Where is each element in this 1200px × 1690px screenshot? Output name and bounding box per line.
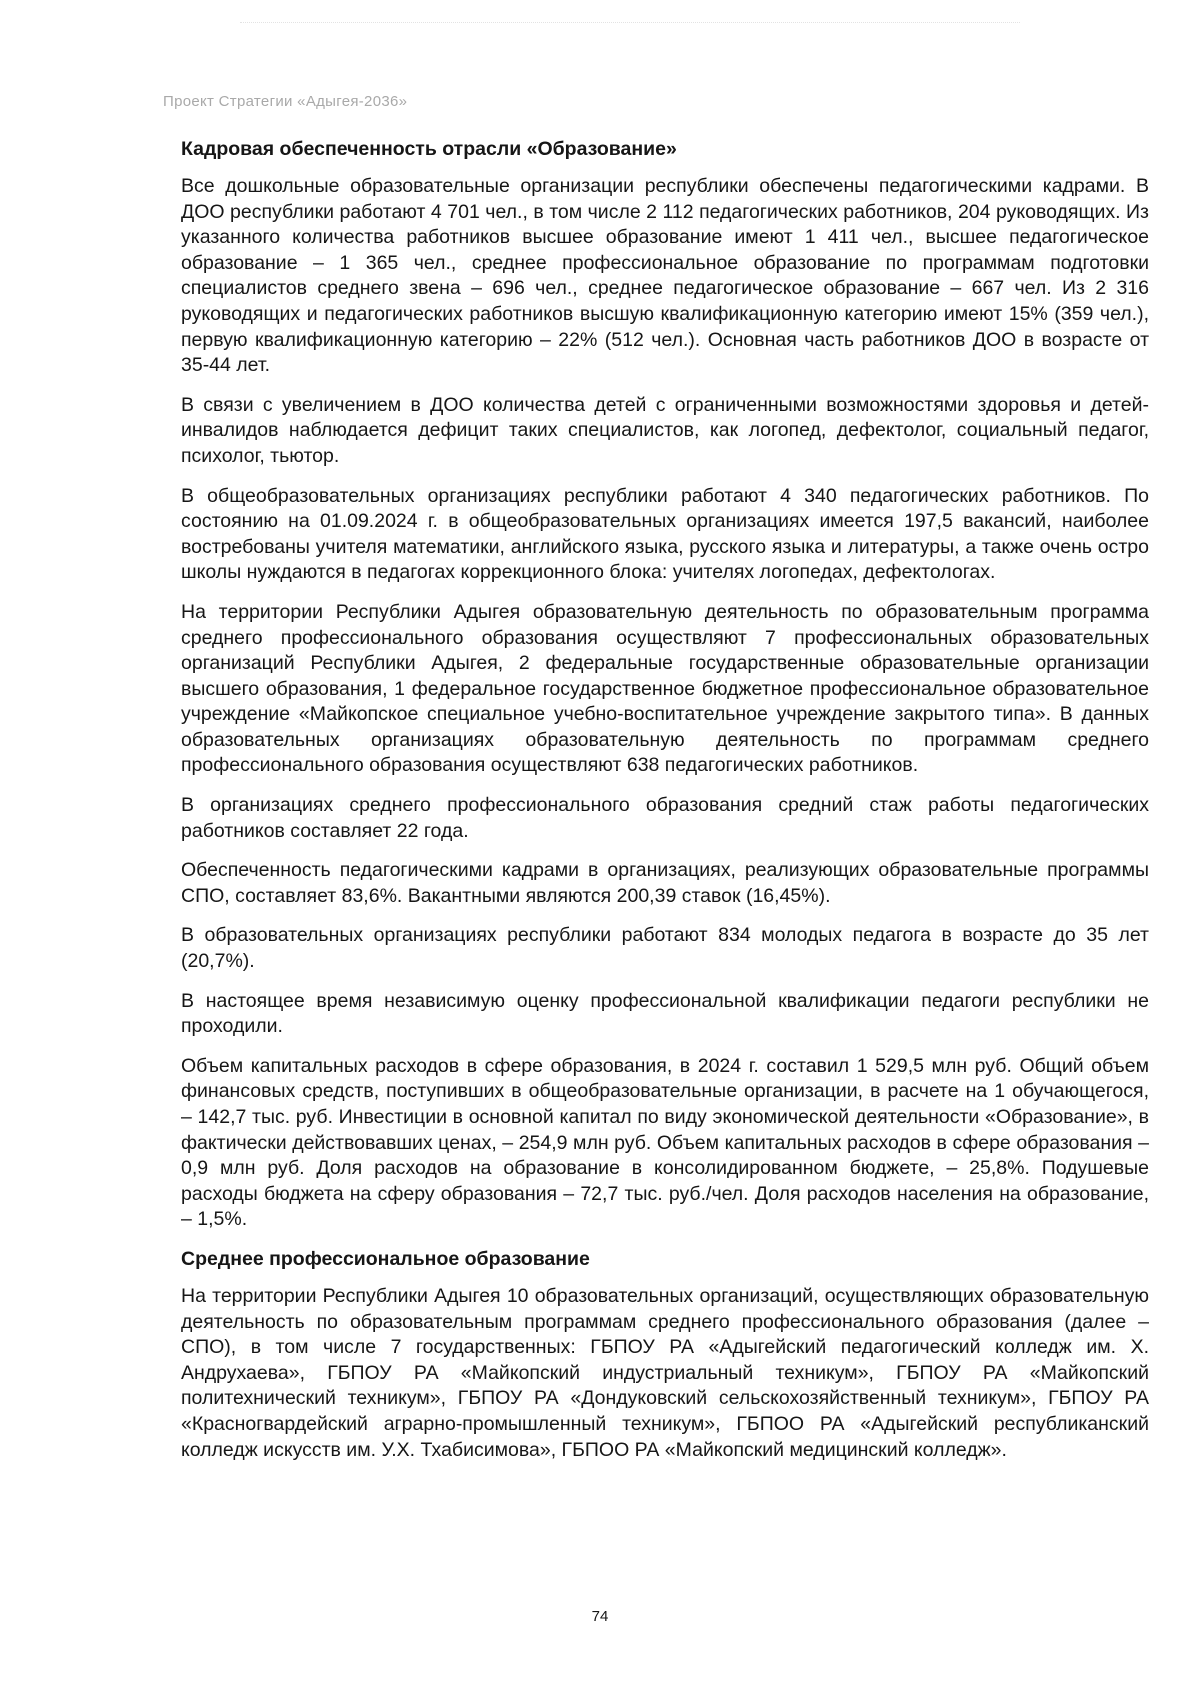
paragraph-expenditures: Объем капитальных расходов в сфере образования, в 2024 г. составил 1 529,5 млн руб. Общий объем финансовых средств, поступивших в общеобразовательные организации, в расчете на 1 обучающегося, – 142,7 тыс. руб. Инвестиции в основной капитал по виду экономической деятельности «Образование», в фактически действовавших ценах, – 254,9 млн руб. Объем капитальных расходов в сфере образования – 0,9 млн руб. Доля расходов на образование в консолидированном бюджете, – 25,8%. Подушевые расходы бюджета на сферу образования – 72,7 тыс. руб./чел. Доля расходов населения на образование, – 1,5%.	[181, 1054, 1149, 1231]
page-body	[181, 137, 1149, 1477]
paragraph-special-needs-staff: В связи с увеличением в ДОО количества детей с ограниченными возможностями здоровья и детей-инвалидов наблюдается дефицит таких специалистов, как логопед, дефектолог, социальный педагог, психолог, тьютор.	[181, 393, 1149, 467]
paragraph-young-teachers: В образовательных организациях республики работают 834 молодых педагога в возрасте до 35 лет (20,7%).	[181, 924, 1149, 973]
paragraph-vocational-orgs: На территории Республики Адыгея образовательную деятельность по образовательным программа среднего профессионального образования осуществляют 7 профессиональных образовательных организаций Республики Адыгея, 2 федеральные государственные образовательные организации высшего образования, 1 федеральное государственное бюджетное профессиональное образовательное учреждение «Майкопское специальное учебно-воспитательное учреждение закрытого типа». В данных образовательных организациях образовательную деятельность по программам среднего профессионального образования осуществляют 638 педагогических работников.	[181, 600, 1149, 777]
paragraph-school-staff: В общеобразовательных организациях республики работают 4 340 педагогических работников. По состоянию на 01.09.2024 г. в общеобразовательных организациях имеется 197,5 вакансий, наиболее востребованы учителя математики, английского языка, русского языка и литературы, а также очень остро школы нуждаются в педагогах коррекционного блока: учителях логопедах, дефектологах.	[181, 484, 1149, 584]
section-heading-vocational: Среднее профессиональное образование	[181, 1247, 590, 1270]
page-number: 74	[591, 1608, 609, 1625]
paragraph-work-experience: В организациях среднего профессионального образования средний стаж работы педагогических работников составляет 22 года.	[181, 794, 1149, 842]
scan-artifact-line	[240, 22, 1020, 24]
paragraph-preschool-staff: Все дошкольные образовательные организации республики обеспечены педагогическими кадрами. В ДОО республики работают 4 701 чел., в том числе 2 112 педагогических работников, 204 руководящих. Из указанного количества работников высшее образование имеют 1 411 чел., высшее педагогическое образование – 1 365 чел., среднее профессиональное образование по программам подготовки специалистов среднего звена – 696 чел., среднее педагогическое образование – 667 чел. Из 2 316 руководящих и педагогических работников высшую квалификационную категорию имеют 15% (359 чел.), первую квалификационную категорию – 22% (512 чел.). Основная часть работников ДОО в возрасте от 35-44 лет.	[181, 175, 1149, 377]
paragraph-staffing-rate: Обеспеченность педагогическими кадрами в организациях, реализующих образовательные программы СПО, составляет 83,6%. Вакантными являются 200,39 ставок (16,45%).	[181, 859, 1149, 907]
paragraph-vocational-list: На территории Республики Адыгея 10 образовательных организаций, осуществляющих образовательную деятельность по образовательным программам среднего профессионального образования (далее – СПО), в том числе 7 государственных: ГБПОУ РА «Адыгейский педагогический колледж им. Х. Андрухаева», ГБПОУ РА «Майкопский индустриальный техникум», ГБПОУ РА «Майкопский политехнический техникум», ГБПОУ РА «Дондуковский сельскохозяйственный техникум», ГБПОУ РА «Красногвардейский аграрно-промышленный техникум», ГБПОО РА «Адыгейский республиканский колледж искусств им. У.Х. Тхабисимова», ГБПОО РА «Майкопский медицинский колледж».	[181, 1284, 1149, 1461]
section-heading-staffing: Кадровая обеспеченность отрасли «Образование»	[181, 138, 677, 160]
paragraph-qualification-assessment: В настоящее время независимую оценку профессиональной квалификации педагоги республики не проходили.	[181, 989, 1149, 1038]
running-header: Проект Стратегии «Адыгея-2036»	[163, 93, 408, 110]
